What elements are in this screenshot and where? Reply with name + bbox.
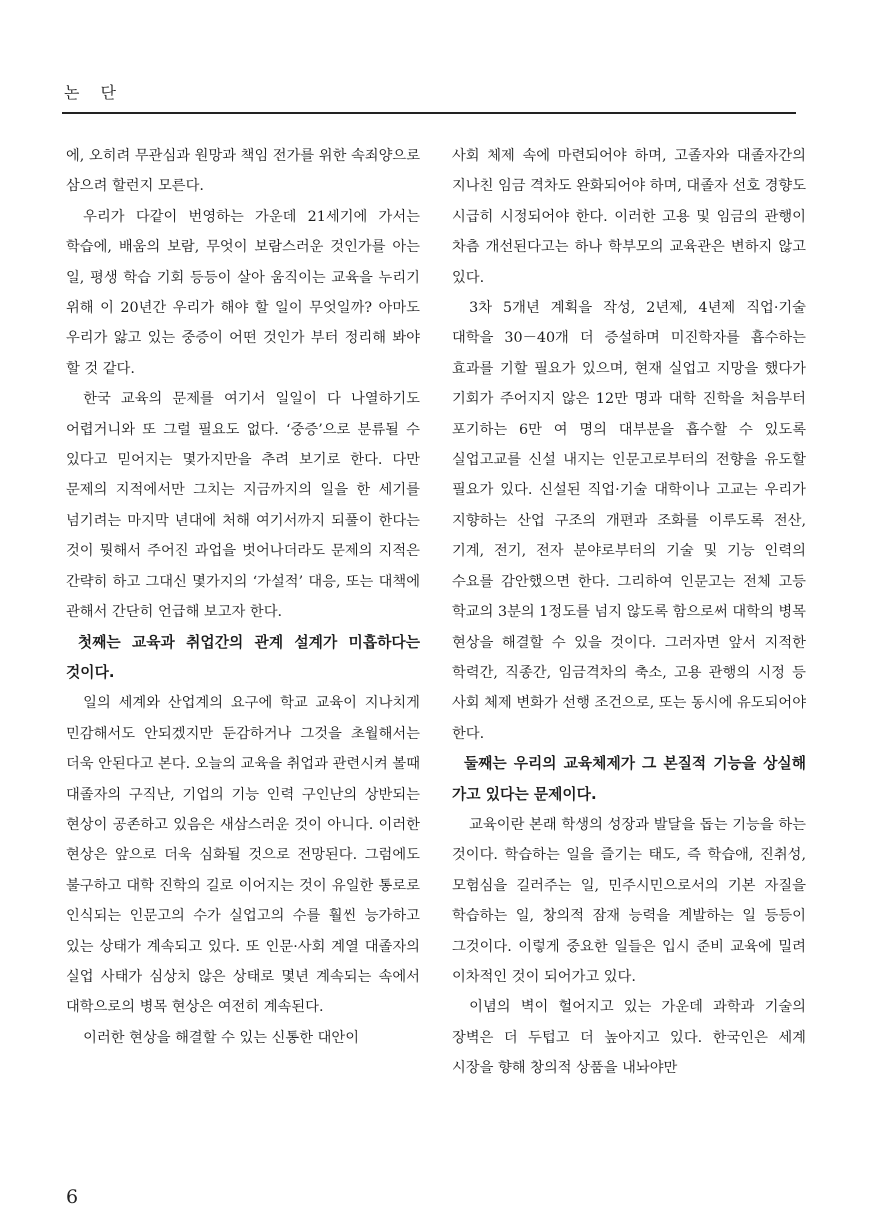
right-column xyxy=(452,141,806,1084)
right-heading-2: 둘째는 우리의 교육체제가 그 본질적 기능을 상실해 가고 있다는 문제이다. xyxy=(452,755,806,803)
left-heading-3: 첫째는 교육과 취업간의 관계 설계가 미흡하다는 것이다. xyxy=(66,633,420,681)
right-paragraph-0: 사회 체제 속에 마련되어야 하며, 고졸자와 대졸자간의 지나친 임금 격차도 완화되어야 하며, 대졸자 선호 경향도 시급히 시정되어야 한다. 이러한 고용 및 임금의 관행이 차츰 개선된다고는 하나 학부모의 교육관은 변하지 않고 있다. xyxy=(452,148,807,286)
right-paragraph-4: 이념의 벽이 헐어지고 있는 가운데 과학과 기술의 장벽은 더 두텁고 더 높아지고 있다. 한국인은 세계 시장을 향해 창의적 상품을 내놔야만 xyxy=(452,999,806,1077)
header-rule xyxy=(62,112,796,114)
page-number: 6 xyxy=(66,1186,79,1208)
left-column xyxy=(66,141,420,1053)
left-paragraph-0: 에, 오히려 무관심과 원망과 책임 전가를 위한 속죄양으로 삼으려 할런지 모른다. xyxy=(66,148,421,195)
section-label: 논 단 xyxy=(64,83,124,102)
left-paragraph-2: 한국 교육의 문제를 여기서 일일이 다 나열하기도 어렵거니와 또 그럴 필요도 없다. ‘중증’으로 분류될 수 있다고 믿어지는 몇가지만을 추려 보기로 한다. 다만 문제의 지적에서만 그치는 지금까지의 일을 한 세기를 넘기려는 마지막 년대에 처해 여기서까지 되풀이 한다는 것이 뭣해서 주어진 과업을 벗어나더라도 문제의 지적은 간략히 하고 그대신 몇가지의 ‘가설적’ 대응, 또는 대책에 관해서 간단히 언급해 보고자 한다. xyxy=(66,391,420,621)
right-paragraph-1: 3차 5개년 계획을 작성, 2년제, 4년제 직업·기술 대학을 30－40개 더 증설하며 미진학자를 흡수하는 효과를 기할 필요가 있으며, 현재 실업고 지망을 했다가 기회가 주어지지 않은 12만 명과 대학 진학을 처음부터 포기하는 6만 여 명의 대부분을 흡수할 수 있도록 실업고교를 신설 내지는 인문고로부터의 전향을 유도할 필요가 있다. 신설된 직업·기술 대학이나 고교는 우리가 지향하는 산업 구조의 개편과 조화를 이루도록 전산, 기계, 전기, 전자 분야로부터의 기술 및 기능 인력의 수요를 감안했으면 한다. 그리하여 인문고는 전체 고등 학교의 3분의 1정도를 넘지 않도록 함으로써 대학의 병목 현상을 해결할 수 있을 것이다. 그러자면 앞서 지적한 학력간, 직종간, 임금격차의 축소, 고용 관행의 시정 등 사회 체제 변화가 선행 조건으로, 또는 동시에 유도되어야 한다. xyxy=(452,300,807,742)
left-paragraph-5: 이러한 현상을 해결할 수 있는 신통한 대안이 xyxy=(83,1029,360,1046)
left-paragraph-1: 우리가 다같이 번영하는 가운데 21세기에 가서는 학습에, 배움의 보람, 무엇이 보람스러운 것인가를 아는 일, 평생 학습 기회 등등이 살아 움직이는 교육을 누리기 위해 이 20년간 우리가 해야 할 일이 무엇일까? 아마도 우리가 앓고 있는 중증이 어떤 것인가 부터 정리해 봐야 할 것 같다. xyxy=(66,208,420,377)
right-paragraph-3: 교육이란 본래 학생의 성장과 발달을 돕는 기능을 하는 것이다. 학습하는 일을 즐기는 태도, 즉 학습애, 진취성, 모험심을 길러주는 일, 민주시민으로서의 기본 자질을 학습하는 일, 창의적 잠재 능력을 계발하는 일 등등이 그것이다. 이렇게 중요한 일들은 입시 준비 교육에 밀려 이차적인 것이 되어가고 있다. xyxy=(452,816,806,985)
left-paragraph-4: 일의 세계와 산업계의 요구에 학교 교육이 지나치게 민감해서도 안되겠지만 둔감하거나 그것을 초월해서는 더욱 안된다고 본다. 오늘의 교육을 취업과 관련시켜 볼때 대졸자의 구직난, 기업의 기능 인력 구인난의 상반되는 현상이 공존하고 있음은 새삼스러운 것이 아니다. 이러한 현상은 앞으로 더욱 심화될 것으로 전망된다. 그럼에도 불구하고 대학 진학의 길로 이어지는 것이 유일한 통로로 인식되는 인문고의 수가 실업고의 수를 훨씬 능가하고 있는 상태가 계속되고 있다. 또 인문·사회 계열 대졸자의 실업 사태가 심상치 않은 상태로 몇년 계속되는 속에서 대학으로의 병목 현상은 여전히 계속된다. xyxy=(66,695,421,1016)
